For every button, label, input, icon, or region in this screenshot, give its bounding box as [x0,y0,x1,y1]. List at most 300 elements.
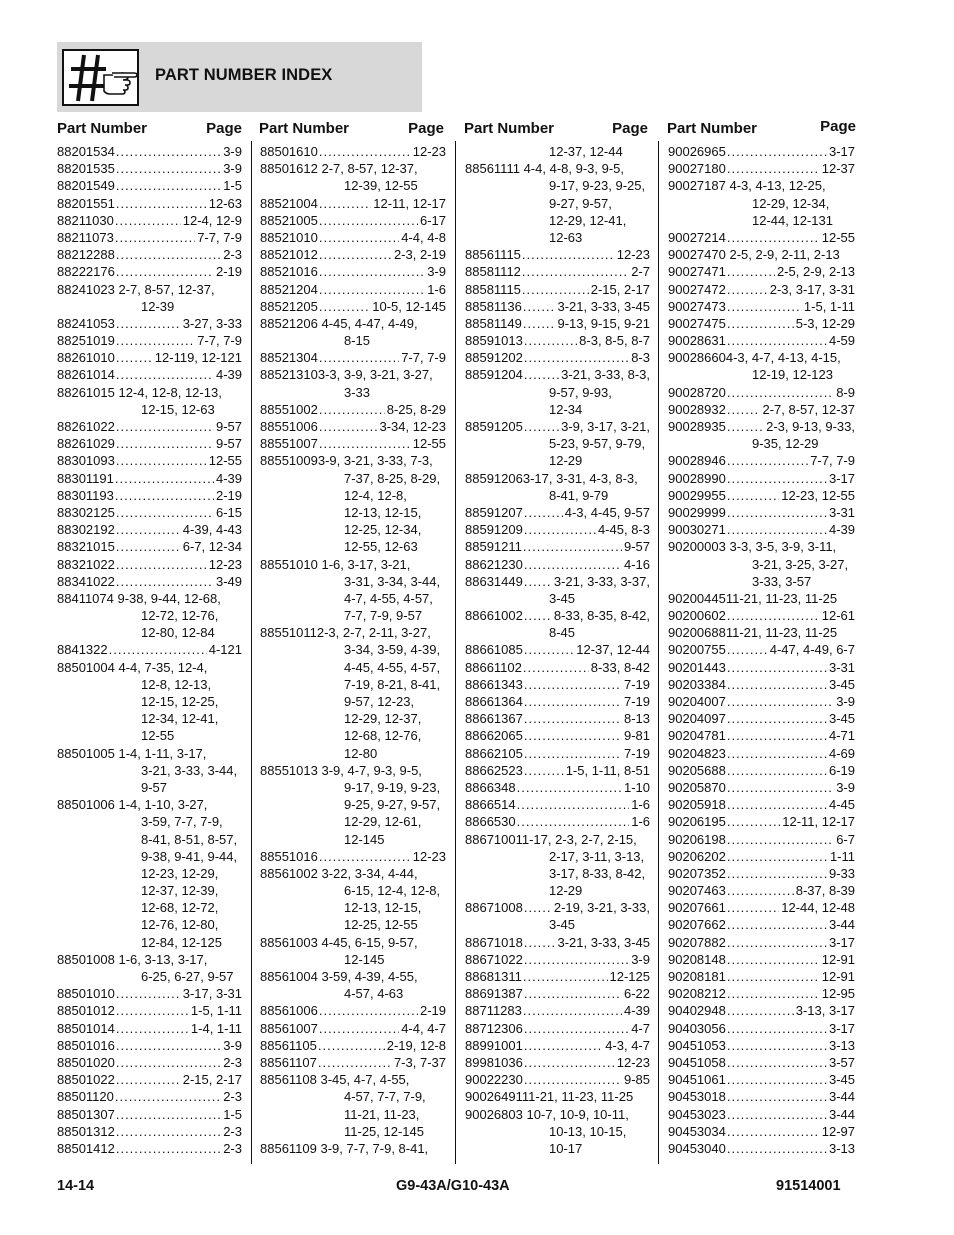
part-number: 886710011-17, 2-3, 2-7, 2-15, [465,831,637,847]
index-entry [260,556,446,573]
leader-dots [727,607,820,624]
index-entry [668,951,855,968]
page-refs: 4-3, 4-45, 9-57 [564,504,650,520]
part-number: 88321022 [57,556,115,572]
index-entry [668,281,855,298]
index-column [260,0,446,1235]
part-number: 88501022 [57,1072,115,1088]
part-number: 8841322 [57,642,108,658]
leader-dots [523,298,556,315]
part-number: 88211030 [57,212,114,228]
part-number: 90027475 [668,315,726,331]
index-entry [465,349,650,366]
part-number: 88551002 [260,401,318,417]
index-entry [668,315,855,332]
leader-dots [116,504,214,521]
part-number: 88201535 [57,161,115,177]
page-refs: 6-17 [419,212,446,228]
page-refs: 3-59, 4-39, 4-55, [321,969,418,984]
page-refs: 2-7, 8-57, 12-37 [762,401,855,417]
leader-dots [115,1088,221,1105]
part-number: 88501008 [57,951,115,967]
index-entry [668,659,855,676]
part-number: 88662065 [465,728,523,744]
page-refs: 12-23 [616,247,650,263]
page-refs: 4-45, 4-47, 4-49, [321,315,418,331]
index-entry [465,934,650,951]
part-number: 88501307 [57,1106,115,1122]
index-column [465,0,650,1235]
page-refs: 12-125 [609,969,650,984]
page-refs: 6-7 [836,831,855,847]
part-number: 88561108 [260,1072,317,1088]
part-number: 88521304 [260,350,318,366]
page-refs: 10-5, 12-145 [372,298,446,314]
part-number: 88501610 [260,144,318,159]
part-number: 90028932 [668,401,726,417]
index-entry [668,934,855,951]
footer-page-number: 14-14 [57,1178,95,1194]
index-entry [260,452,446,469]
part-number: 8866514 [465,797,516,813]
page-refs: 2-3, 9-13, 9-33, [766,419,855,434]
index-entry [465,968,650,985]
leader-dots [319,298,370,315]
part-number: 88621230 [465,556,523,572]
leader-dots [116,538,181,555]
index-entry [465,1037,650,1054]
leader-dots [727,470,827,487]
leader-dots [727,968,820,985]
page-refs: 2-15, 2-17 [182,1072,242,1088]
part-number: 88561109 [260,1140,317,1156]
leader-dots [524,521,596,538]
page-refs: 1-4, 1-11, 3-17, [118,745,207,761]
continued-pages: 7-37, 8-25, 8-29, [344,470,441,486]
page-refs: 3-45 [828,1072,855,1088]
part-number: 90206195 [668,814,726,830]
leader-dots [524,676,622,693]
leader-dots [319,263,425,280]
part-number: 88991001 [465,1037,523,1053]
index-entry [260,298,446,315]
index-entry [260,1020,446,1037]
page-refs: 9-13, 9-15, 9-21 [557,315,650,331]
page-refs: 7-7, 7-9 [810,453,855,469]
leader-dots [524,693,622,710]
index-entries [668,143,855,1157]
continued-pages: 12-55 [141,728,175,744]
index-entry [57,641,242,658]
continued-pages: 5-23, 9-57, 9-79, [549,436,646,452]
continued-pages: 3-21, 3-25, 3-27, [752,556,849,572]
index-entry [57,521,242,538]
index-entry [668,1002,855,1019]
part-number: 90028935 [668,419,726,434]
page-refs: 12-91 [821,969,855,984]
continued-pages: 12-29, 12-34, [752,195,830,211]
continued-pages: 12-29, 12-37, [344,711,422,727]
leader-dots [727,487,779,504]
part-number: 88591202 [465,350,523,366]
part-number: 90028720 [668,384,726,400]
part-number: 90207661 [668,900,726,916]
part-number: 88222176 [57,264,115,280]
index-entry [260,418,446,435]
leader-dots [116,1106,221,1123]
part-number: 88671008 [465,900,523,916]
leader-dots [727,1002,794,1019]
part-number: 88521016 [260,264,318,280]
part-number: 88561003 [260,934,318,950]
part-number: 88201551 [57,195,115,211]
continued-pages: 12-55, 12-63 [344,539,418,555]
part-number: 88521206 [260,315,318,331]
part-number: 88302125 [57,504,115,520]
part-number: 88201534 [57,144,115,159]
page-refs: 12-55 [821,229,855,245]
page-refs: 12-37 [821,161,855,177]
leader-dots [116,556,207,573]
page-refs: 4-59 [828,333,855,349]
part-number: 90453023 [668,1106,726,1122]
part-number: 90027180 [668,161,726,177]
leader-dots [727,298,802,315]
part-number: 90204097 [668,711,726,727]
continued-pages: 3-33 [344,384,371,400]
index-entry [465,366,650,383]
index-entry [668,968,855,985]
index-entry [668,899,855,916]
page-refs: 8-9 [836,384,855,400]
page-refs: 3-27, 3-33 [182,315,242,331]
part-number: 885510093-9, 3-21, 3-33, 7-3, [260,453,433,469]
index-entry [465,659,650,676]
leader-dots [319,1020,399,1037]
part-number: 90207352 [668,865,726,881]
leader-dots [318,1054,392,1071]
page-refs: 3-9, 4-7, 9-3, 9-5, [321,762,422,778]
part-number: 88501010 [57,986,115,1002]
index-entry [668,693,855,710]
continued-pages: 12-39, 12-55 [344,178,418,194]
index-entry [57,418,242,435]
index-entry [668,1054,855,1071]
index-entry [57,1123,242,1140]
index-entry [465,899,650,916]
part-number-heading: Part Number [464,120,555,137]
part-number: 88241053 [57,315,115,331]
part-number: 88631449 [465,573,523,589]
page-refs: 3-31 [828,659,855,675]
leader-dots [727,693,834,710]
page-refs: 7-19 [623,676,650,692]
index-entry [465,676,650,693]
continued-pages: 12-37, 12-44 [549,144,623,159]
part-number: 90030271 [668,522,726,538]
index-entry [57,332,242,349]
leader-dots [116,366,214,383]
index-entry [57,246,242,263]
part-number: 88501004 [57,659,115,675]
leader-dots [727,1020,827,1037]
part-number: 900286604-3, 4-7, 4-13, 4-15, [668,350,841,366]
index-entry [260,212,446,229]
index-entry [668,813,855,830]
leader-dots [727,659,827,676]
index-entry [465,246,650,263]
continued-pages: 7-7, 7-9, 9-57 [344,608,423,624]
index-entry [668,1020,855,1037]
continued-pages: 12-29, 12-41, [549,212,627,228]
continued-pages: 8-41, 8-51, 8-57, [141,831,238,847]
page-refs: 12-11, 12-17 [782,814,855,830]
page-refs: 4-45 [828,797,855,813]
part-number: 90027473 [668,298,726,314]
index-entry [260,865,446,882]
continued-pages: 12-29, 12-61, [344,814,422,830]
part-number: 88302192 [57,522,115,538]
index-entry [260,1140,446,1157]
page-refs: 3-34, 12-23 [379,419,446,434]
leader-dots [522,281,589,298]
part-number: 88301193 [57,487,114,503]
index-entry [465,641,650,658]
index-entry [465,607,650,624]
part-number: 90403056 [668,1020,726,1036]
index-entry [260,934,446,951]
part-number: 88501016 [57,1037,115,1053]
part-number: 90205918 [668,797,726,813]
index-entries [260,143,446,1157]
part-number: 89981036 [465,1054,523,1070]
index-entry [465,745,650,762]
leader-dots [319,1002,418,1019]
index-entry [57,263,242,280]
leader-dots [116,143,221,160]
part-number: 88551006 [260,419,318,434]
page-refs: 12-61 [821,608,855,624]
leader-dots [524,727,622,744]
part-number: 9020044511-21, 11-23, 11-25 [668,590,838,606]
page-refs: 1-5, 1-11, 8-51 [565,762,650,778]
page-refs: 4-4, 4-8 [401,229,446,245]
page-refs: 2-5, 2-9, 2-13 [776,264,855,280]
index-entry [465,1071,650,1088]
page-refs: 3-13 [828,1037,855,1053]
page-refs: 3-21, 3-33, 3-45 [557,934,650,950]
continued-pages: 8-45 [549,625,576,641]
index-entry [57,229,242,246]
index-entry [668,1088,855,1105]
index-entry [668,349,855,366]
index-entry [465,556,650,573]
index-entry [668,779,855,796]
index-entry [668,229,855,246]
page-refs: 7-7, 7-9 [401,350,446,366]
page-refs: 12-4, 12-8, 12-13, [118,384,222,400]
index-entry [260,1054,446,1071]
part-number: 88561115 [465,247,521,263]
page-refs: 1-5 [223,178,242,194]
leader-dots [517,796,630,813]
page-refs: 4-69 [828,745,855,761]
part-number: 88261029 [57,436,115,452]
page-refs: 1-6, 3-17, 3-21, [321,556,411,572]
index-entry [465,831,650,848]
continued-pages: 12-72, 12-76, [141,608,219,624]
page-refs: 5-3, 12-29 [795,315,855,331]
page-title: PART NUMBER INDEX [155,66,333,84]
leader-dots [727,865,827,882]
index-entry [668,590,855,607]
continued-pages: 12-29 [549,883,583,899]
part-number: 88712306 [465,1020,523,1036]
page-refs: 4-3, 4-7 [605,1037,650,1053]
index-entry [260,762,446,779]
page-refs: 3-44 [828,1089,855,1105]
leader-dots [727,332,827,349]
index-entry [57,435,242,452]
index-entry [57,1140,242,1157]
continued-pages: 12-15, 12-63 [141,401,215,417]
part-number: 88671018 [465,934,523,950]
continued-pages: 12-19, 12-123 [752,367,833,383]
index-entry [260,366,446,383]
page-refs: 4-7 [631,1020,650,1036]
part-number: 88561105 [260,1037,317,1053]
leader-dots [116,1123,221,1140]
leader-dots [727,951,820,968]
index-entry [465,521,650,538]
page-refs: 12-23 [616,1054,650,1070]
part-number: 88521005 [260,212,318,228]
part-number: 88661343 [465,676,523,692]
part-number: 88662523 [465,762,523,778]
leader-dots [319,418,378,435]
continued-pages: 12-76, 12-80, [141,917,219,933]
continued-pages: 8-15 [344,333,371,349]
part-number: 90451061 [668,1072,726,1088]
part-number: 88212288 [57,247,115,263]
index-entry [465,985,650,1002]
index-entry [57,366,242,383]
part-number: 90204007 [668,694,726,709]
index-entry [465,160,650,177]
page-refs: 2-3, 2-19 [393,247,446,263]
leader-dots [116,177,221,194]
part-number: 88661085 [465,642,523,658]
page-refs: 1-6 [427,281,446,297]
continued-pages: 2-17, 3-11, 3-13, [549,848,645,864]
page-refs: 3-45 [828,711,855,727]
leader-dots [116,332,195,349]
continued-pages: 9-38, 9-41, 9-44, [141,848,238,864]
continued-pages: 12-68, 12-72, [141,900,219,916]
leader-dots [727,1106,827,1123]
leader-dots [524,573,552,590]
leader-dots [727,281,768,298]
continued-pages: 12-8, 12-13, [141,676,212,692]
page-refs: 12-55 [412,436,446,452]
index-entry [668,246,855,263]
part-number: 8866348 [465,779,516,795]
part-number: 88661002 [465,608,523,624]
part-number: 88251019 [57,333,115,349]
leader-dots [319,229,399,246]
continued-pages: 3-45 [549,917,576,933]
index-entry [668,831,855,848]
continued-pages: 12-145 [344,951,385,967]
page-refs: 7-7, 7-9 [197,333,242,349]
part-number: 88561107 [260,1054,317,1070]
index-entry [260,968,446,985]
part-number: 88521204 [260,281,318,297]
part-number: 88551016 [260,848,318,864]
leader-dots [115,470,214,487]
leader-dots [319,349,399,366]
page-refs: 1-5, 1-11 [190,1003,242,1019]
page-refs: 2-7, 8-57, 12-37, [118,281,215,297]
part-number: 90451058 [668,1054,726,1070]
index-entry [668,745,855,762]
index-entry [668,263,855,280]
index-entry [57,1002,242,1019]
leader-dots [524,556,622,573]
index-entry [465,727,650,744]
leader-dots [319,401,385,418]
index-entry [668,1123,855,1140]
page-refs: 3-9 [836,779,855,795]
index-entry [668,865,855,882]
index-entry [57,195,242,212]
part-number: 88591013 [465,333,523,349]
page-refs: 4-71 [828,728,855,744]
index-entry [668,710,855,727]
index-entry [57,315,242,332]
leader-dots [319,435,411,452]
continued-pages: 12-39 [141,298,175,314]
page-refs: 1-4, 1-10, 3-27, [118,797,208,813]
index-entry [668,882,855,899]
page-refs: 3-9, 7-7, 7-9, 8-41, [320,1140,429,1156]
page-refs: 4-121 [208,642,242,658]
part-number: 88301093 [57,453,115,469]
index-entry [57,281,242,298]
continued-pages: 12-34 [549,401,583,417]
part-number: 88661102 [465,659,522,675]
page-refs: 6-7, 12-34 [182,539,242,555]
index-entry [57,985,242,1002]
page-refs: 4-39 [623,1003,650,1019]
part-number: 90029999 [668,504,726,520]
index-entry [668,762,855,779]
continued-pages: 12-34, 12-41, [141,711,219,727]
continued-pages: 12-25, 12-55 [344,917,418,933]
part-number: 90207882 [668,934,726,950]
continued-pages: 4-7, 4-55, 4-57, [344,590,433,606]
page-refs: 2-3 [223,1123,242,1139]
part-number: 88261014 [57,367,115,383]
leader-dots [727,710,827,727]
continued-pages: 3-59, 7-7, 7-9, [141,814,223,830]
leader-dots [727,521,827,538]
part-number: 88561002 [260,865,318,881]
part-number: 90453040 [668,1140,726,1156]
part-number: 88301191 [57,470,114,486]
index-entry [57,590,242,607]
part-number: 90027472 [668,281,726,297]
